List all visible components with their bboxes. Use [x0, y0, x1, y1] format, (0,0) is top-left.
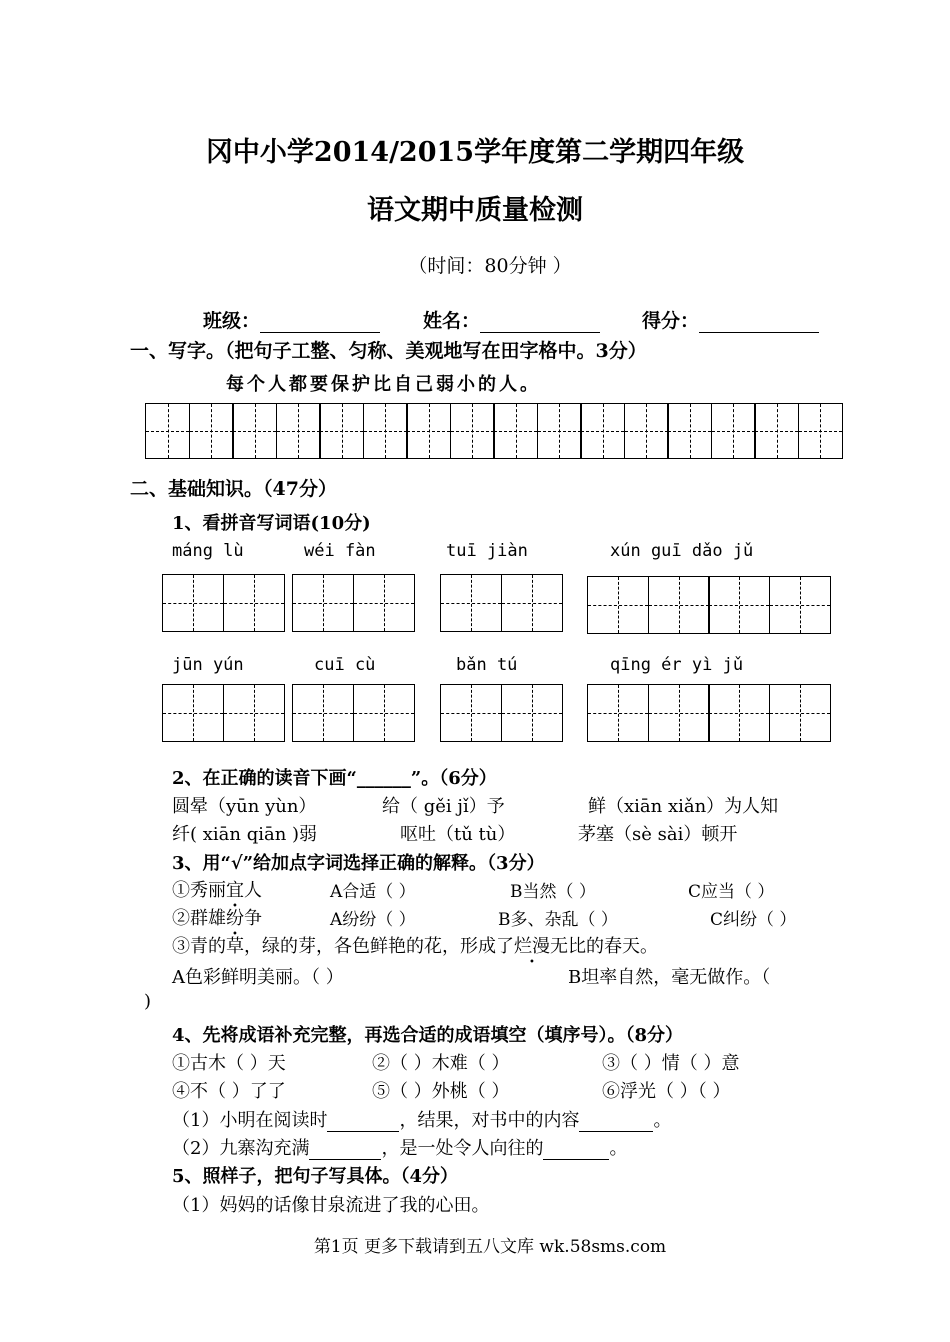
class-label: 班级： [203, 310, 261, 332]
tianzige-cell[interactable] [711, 403, 756, 459]
answer-box-group[interactable] [587, 684, 829, 742]
tianzige-cell[interactable] [363, 403, 408, 459]
idiom-item[interactable]: ⑥浮光（ ）（ ） [602, 1081, 731, 1102]
tianzige-cell[interactable] [232, 403, 277, 459]
tianzige-cell[interactable] [501, 574, 563, 632]
tianzige-cell[interactable] [708, 576, 770, 634]
tianzige-cell[interactable] [754, 403, 799, 459]
q2-option[interactable]: 茅塞（sè sài）顿开 [578, 824, 738, 845]
sentence-text: 。 [653, 1110, 672, 1131]
tianzige-cell[interactable] [493, 403, 538, 459]
pinyin-label: jūn yún [172, 655, 244, 675]
tianzige-cell[interactable] [223, 684, 285, 742]
idiom-item[interactable]: ④不（ ）了了 [172, 1081, 286, 1102]
tianzige-cell[interactable] [353, 574, 415, 632]
exam-title-line2: 语文期中质量检测 [367, 195, 583, 226]
q3-title: 3、用“√”给加点字词选择正确的解释。（3分） [172, 853, 545, 874]
answer-box-group[interactable] [292, 684, 413, 742]
section1-heading: 一、写字。（把句子工整、匀称、美观地写在田字格中。3分） [130, 340, 647, 362]
tianzige-cell[interactable] [145, 403, 190, 459]
tianzige-cell[interactable] [587, 576, 649, 634]
sentence-text: ，是一处令人向往的 [381, 1138, 544, 1159]
answer-box-group[interactable] [162, 684, 283, 742]
fill-blank[interactable] [327, 1110, 399, 1132]
section2-heading: 二、基础知识。（47分） [130, 478, 337, 500]
score-label: 得分： [642, 310, 700, 332]
tianzige-cell[interactable] [587, 684, 649, 742]
answer-box-group[interactable] [162, 574, 283, 632]
q3-choice[interactable]: A纷纷（ ） [330, 910, 416, 930]
tianzige-cell[interactable] [292, 574, 354, 632]
dotted-word: 纷 [226, 908, 244, 929]
q3-item [172, 932, 658, 958]
idiom-item[interactable]: ⑤（ ）外桃（ ） [372, 1081, 510, 1102]
item-text: 争 [244, 908, 262, 929]
score-field [642, 306, 819, 333]
pinyin-label: qīng ér yì jǔ [610, 655, 744, 675]
tianzige-cell[interactable] [648, 684, 710, 742]
sentence-text: （2）九寨沟充满 [172, 1138, 310, 1159]
pinyin-label: wéi fàn [304, 541, 376, 561]
dotted-word: 宜 [226, 880, 244, 901]
fill-sentence-1 [172, 1106, 671, 1132]
score-blank[interactable] [699, 310, 819, 333]
idiom-item[interactable]: ①古木（ ）天 [172, 1053, 286, 1074]
sentence-text: ，结果，对书中的内容 [399, 1110, 580, 1131]
item-text: 群雄 [190, 908, 226, 929]
tianzige-cell[interactable] [440, 574, 502, 632]
answer-box-group[interactable] [587, 576, 829, 634]
tianzige-cell[interactable] [223, 574, 285, 632]
fill-sentence-2 [172, 1134, 627, 1160]
sentence-text: （1）小明在阅读时 [172, 1110, 328, 1131]
q3-choice[interactable]: B坦率自然，毫无做作。（ [568, 967, 771, 988]
item-text: 无比的春天。 [550, 936, 658, 957]
q2-option[interactable]: 呕吐（tǔ tù） [400, 824, 516, 845]
fill-blank[interactable] [543, 1138, 609, 1160]
tianzige-cell[interactable] [189, 403, 234, 459]
fill-blank[interactable] [579, 1110, 653, 1132]
page-footer: 第1页 更多下载请到五八文库 wk.58sms.com [313, 1237, 667, 1257]
item-number: ② [172, 908, 190, 929]
tianzige-cell[interactable] [276, 403, 321, 459]
q3-choice[interactable]: A合适（ ） [330, 882, 416, 902]
tianzige-cell[interactable] [450, 403, 495, 459]
q3-choice[interactable]: C纠纷（ ） [710, 910, 797, 930]
tianzige-cell[interactable] [769, 684, 831, 742]
answer-box-group[interactable] [292, 574, 413, 632]
tianzige-cell[interactable] [537, 403, 582, 459]
q2-option[interactable]: 给（ gěi jǐ）予 [382, 796, 505, 817]
q3-choice[interactable]: A色彩鲜明美丽。（ ） [172, 967, 344, 988]
tianzige-cell[interactable] [624, 403, 669, 459]
pinyin-label: bǎn tú [456, 655, 518, 675]
name-blank[interactable] [480, 310, 600, 333]
q2-option[interactable]: 圆晕（yūn yùn） [172, 796, 317, 817]
tianzige-cell[interactable] [162, 684, 224, 742]
item-text: 秀丽 [190, 880, 226, 901]
q2-option[interactable]: 纤( xiān qiān )弱 [172, 824, 318, 845]
q2-title: 2、在正确的读音下画“______”。（6分） [172, 768, 497, 789]
tianzige-cell[interactable] [708, 684, 770, 742]
tianzige-cell[interactable] [667, 403, 712, 459]
name-field [423, 306, 600, 333]
idiom-item[interactable]: ③（ ）情（ ）意 [602, 1053, 740, 1074]
q3-choice-close: ) [144, 991, 152, 1012]
tianzige-cell[interactable] [406, 403, 451, 459]
q3-item [172, 876, 262, 902]
answer-box-group[interactable] [440, 684, 561, 742]
tianzige-cell[interactable] [501, 684, 563, 742]
item-number: ① [172, 880, 190, 901]
q4-title: 4、先将成语补充完整，再选合适的成语填空（填序号）。（8分） [172, 1025, 684, 1046]
tianzige-cell[interactable] [580, 403, 625, 459]
pinyin-label: tuī jiàn [446, 541, 528, 561]
q3-choice[interactable]: B当然（ ） [510, 882, 596, 902]
item-number: ③ [172, 936, 190, 957]
idiom-item[interactable]: ②（ ）木难（ ） [372, 1053, 510, 1074]
class-field [203, 306, 380, 333]
answer-box-group[interactable] [440, 574, 561, 632]
tianzige-cell[interactable] [292, 684, 354, 742]
dotted-word: 烂漫 [514, 936, 550, 957]
q5-example: （1）妈妈的话像甘泉流进了我的心田。 [172, 1195, 490, 1216]
tianzige-cell[interactable] [319, 403, 364, 459]
q3-choice[interactable]: C应当（ ） [688, 882, 775, 902]
tianzige-cell[interactable] [440, 684, 502, 742]
pinyin-label: xún guī dǎo jǔ [610, 541, 754, 561]
name-label: 姓名： [423, 310, 481, 332]
tianzige-cell[interactable] [769, 576, 831, 634]
q3-item [172, 904, 262, 930]
pinyin-label: cuī cù [314, 655, 376, 675]
sentence-text: 。 [609, 1138, 628, 1159]
tianzige-cell[interactable] [353, 684, 415, 742]
item-text: 青的草，绿的芽，各色鲜艳的花，形成了 [190, 936, 514, 957]
time-note: （时间：80分钟 ） [408, 255, 572, 277]
tianzige-cell[interactable] [162, 574, 224, 632]
pinyin-label: máng lù [172, 541, 244, 561]
exam-title-line1: 冈中小学2014/2015学年度第二学期四年级 [205, 137, 745, 168]
item-text: 人 [244, 880, 262, 901]
q1-title: 1、看拼音写词语(10分) [172, 513, 371, 534]
copy-sentence: 每个人都要保护比自己弱小的人。 [226, 374, 541, 395]
tianzige-cell[interactable] [798, 403, 843, 459]
writing-grid[interactable] [145, 403, 841, 459]
class-blank[interactable] [260, 310, 380, 333]
q5-title: 5、照样子，把句子写具体。（4分） [172, 1166, 459, 1187]
fill-blank[interactable] [309, 1138, 381, 1160]
q2-option[interactable]: 鲜（xiān xiǎn）为人知 [588, 796, 779, 817]
tianzige-cell[interactable] [648, 576, 710, 634]
q3-choice[interactable]: B多、杂乱（ ） [498, 910, 618, 930]
